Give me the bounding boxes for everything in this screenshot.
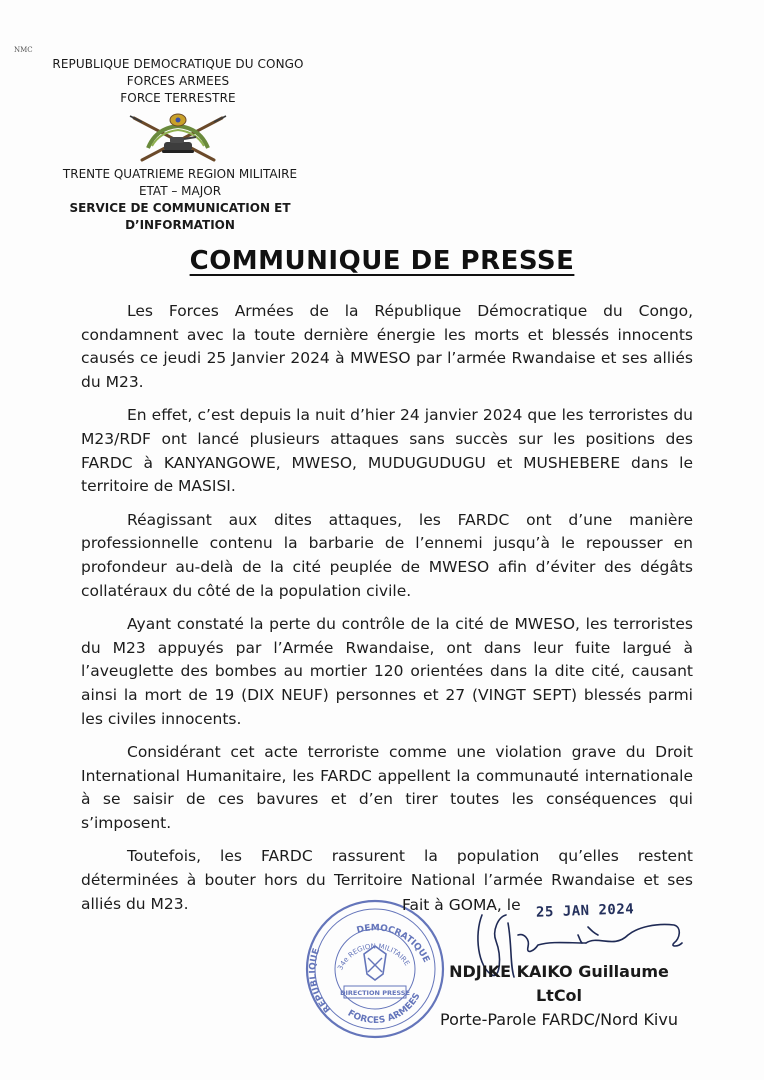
issuer-header <box>38 56 318 107</box>
subheader-region: TRENTE QUATRIEME REGION MILITAIRE <box>62 167 298 181</box>
subheader-information: D’INFORMATION <box>125 218 235 232</box>
stamp-bottom-text: FORCES ARMEES <box>345 991 423 1026</box>
stamp-bottom-label: DIRECTION PRESSE <box>340 989 410 997</box>
signatory-role: Porte-Parole FARDC/Nord Kivu <box>440 1010 678 1029</box>
document-title: COMMUNIQUE DE PRESSE <box>189 246 575 276</box>
stamp-inner-text: 34e REGION MILITAIRE <box>336 942 412 972</box>
signatory-block <box>424 960 694 1032</box>
date-stamp: 25 JAN 2024 <box>535 901 635 921</box>
signatory-rank: LtCol <box>535 986 583 1005</box>
header-line-branch: FORCE TERRESTRE <box>120 91 236 105</box>
subheader-staff: ETAT – MAJOR <box>138 184 222 198</box>
document-title-wrap <box>0 246 764 276</box>
place-and-date-line: Fait à GOMA, le <box>402 896 521 914</box>
paragraph-4: Ayant constaté la perte du contrôle de la cité de MWESO, les terroristes du M23 appuyés par l’Armée Rwandaise, ont dans leur fuite largué à l’aveuglette des bombes au mortier 120 orientées dans la dite cité, causant ainsi la mort de 19 (DIX NEUF) personnes et 27 (VINGT SEPT) blessés parmi les civiles innocents. <box>81 615 693 728</box>
document-ref: NMC <box>14 46 33 54</box>
header-line-forces: FORCES ARMEES <box>126 74 230 88</box>
paragraph-5: Considérant cet acte terroriste comme une violation grave du Droit International Humanitaire, les FARDC appellent la communauté internationale à se saisir de ces bavures et d’en tirer toutes les conséquences qui s’imposent. <box>81 743 693 832</box>
paragraph-6: Toutefois, les FARDC rassurent la population qu’elles restent déterminées à bouter hors du Territoire National l’armée Rwandaise et ses alliés du M23. <box>81 847 693 913</box>
stamp-left-text: REPUBLIQUE <box>308 947 334 1014</box>
stamp-top-text: DEMOCRATIQUE <box>355 923 431 965</box>
paragraph-3: Réagissant aux dites attaques, les FARDC ont d’une manière professionnelle contenu la barbarie de l’ennemi jusqu’à le repousser en profondeur au-delà de la cité peuplée de MWESO afin d’éviter des dégâts collatéraux du côté de la population civile. <box>81 510 693 600</box>
military-emblem-icon <box>126 108 230 164</box>
signatory-name: NDJIKE KAIKO Guillaume <box>449 962 669 981</box>
paragraph-1: Les Forces Armées de la République Démocratique du Congo, condamnent avec la toute dernière énergie les morts et blessés innocents causés ce jeudi 25 Janvier 2024 à MWESO par l’armée Rwandaise et ses alliés du M23. <box>81 302 693 391</box>
communique-body <box>81 300 693 926</box>
svg-text:REPUBLIQUE <box>308 947 333 1014</box>
subheader-service: SERVICE DE COMMUNICATION ET <box>69 201 291 215</box>
unit-header <box>30 166 330 234</box>
header-line-country: REPUBLIQUE DEMOCRATIQUE DU CONGO <box>52 57 304 71</box>
paragraph-2: En effet, c’est depuis la nuit d’hier 24 janvier 2024 que les terroristes du M23/RDF ont lancé plusieurs attaques sans succès sur les positions des FARDC à KANYANGOWE, MWESO, MUDUGUDUGU et MUSHEBERE dans le territoire de MASISI. <box>81 406 693 496</box>
